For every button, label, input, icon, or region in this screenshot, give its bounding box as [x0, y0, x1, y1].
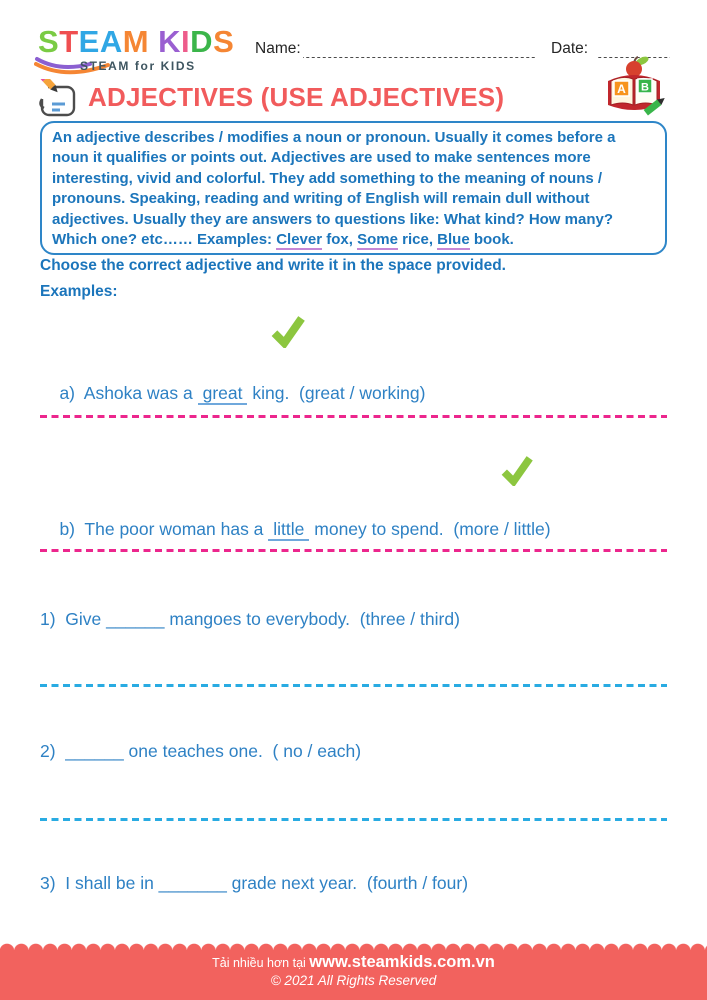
example-a-answer: great [198, 383, 248, 405]
example-b-answer: little [268, 519, 309, 541]
question-3: 3) I shall be in _______ grade next year. (fourth / four) [40, 873, 469, 893]
info-box-segment: rice, [397, 231, 438, 249]
footer [0, 950, 707, 1000]
example-b-suffix: money to spend. (more / little) [309, 519, 551, 539]
logo-letter: K [158, 24, 182, 59]
name-label: Name: [255, 40, 301, 57]
logo-letter [149, 24, 158, 59]
steam-kids-logo [38, 24, 234, 60]
book-abc-icon [600, 55, 668, 119]
name-blank-line [303, 56, 535, 58]
example-b-prefix: b) The poor woman has a [59, 519, 269, 539]
divider [40, 684, 667, 687]
logo-letter: S [38, 24, 60, 59]
info-box-underlined-word: Some [357, 231, 398, 249]
check-icon [269, 316, 307, 348]
question-2: 2) ______ one teaches one. ( no / each) [40, 741, 362, 761]
footer-url: www.steamkids.com.vn [309, 953, 495, 971]
footer-download-text [0, 953, 707, 972]
date-label: Date: [551, 40, 589, 57]
info-box-segment: An adjective describes / modifies a noun or pronoun. Usually it comes before a noun it qualifies or points out. Adjectives are used to make sentences more interesting, vivid and colorful. They add something to the meaning of nouns / pronouns. Speaking, reading and writing of English will remain dull without adjectives. Usually they are answers to questions like: What kind? How many? Which one? etc…… Examples: [52, 129, 616, 249]
info-box-text [52, 129, 615, 250]
logo-letter: M [122, 24, 150, 59]
divider [40, 818, 667, 821]
logo-letter: T [59, 24, 79, 59]
logo-letter: A [99, 24, 123, 59]
logo-letter: E [78, 24, 100, 59]
svg-text:A: A [617, 82, 626, 96]
info-box-underlined-word: Clever [276, 231, 323, 249]
info-box-segment: book. [469, 231, 514, 249]
page-title: ADJECTIVES (USE ADJECTIVES) [88, 82, 505, 112]
instruction-text: Choose the correct adjective and write it in the space provided. [40, 257, 506, 274]
info-box-segment: fox, [322, 231, 358, 249]
info-box-underlined-word: Blue [437, 231, 470, 249]
svg-text:B: B [641, 81, 649, 94]
logo-letter: S [213, 24, 235, 59]
info-box [40, 121, 667, 255]
footer-copyright: © 2021 All Rights Reserved [270, 973, 437, 988]
logo-letter: I [181, 24, 191, 59]
logo-tagline: STEAM for KIDS [80, 59, 196, 73]
examples-label: Examples: [40, 283, 118, 300]
check-icon [499, 456, 535, 486]
divider [40, 415, 667, 418]
example-a-suffix: king. (great / working) [247, 383, 426, 403]
pencil-paper-icon [35, 79, 81, 121]
question-1: 1) Give ______ mangoes to everybody. (three / third) [40, 609, 460, 629]
footer-scallop-edge [0, 938, 707, 950]
example-a-line [40, 341, 667, 425]
logo-letter: D [190, 24, 214, 59]
example-a-prefix: a) Ashoka was a [59, 383, 198, 403]
divider [40, 549, 667, 552]
footer-prefix: Tải nhiều hơn tại [212, 956, 310, 970]
